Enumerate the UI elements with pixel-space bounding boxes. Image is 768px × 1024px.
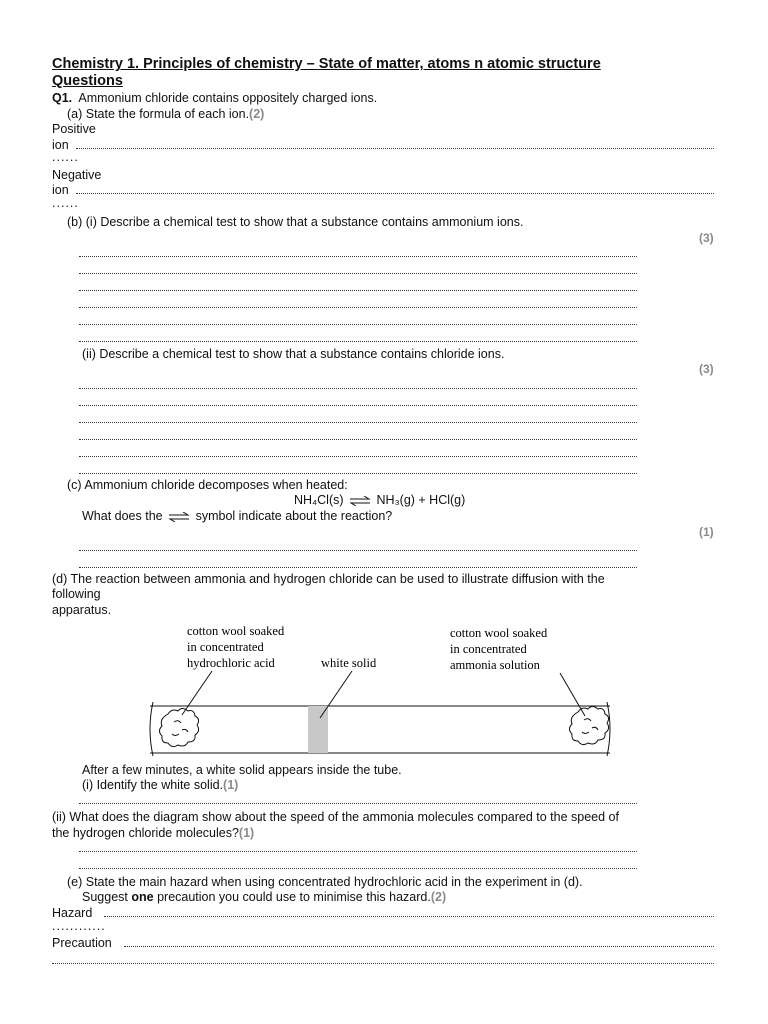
q1d-line1: (d) The reaction between ammonia and hydrogen chloride can be used to illustrate diffusion with the xyxy=(52,572,605,586)
q1a-marks: (2) xyxy=(249,107,265,121)
q1e-marks: (2) xyxy=(430,890,447,904)
answer-line[interactable] xyxy=(79,307,637,308)
q1e-line1: (e) State the main hazard when using concentrated hydrochloric acid in the experiment in (d). xyxy=(67,875,583,889)
hazard-dots-tail: ............ xyxy=(52,919,106,933)
middle-pointer-line xyxy=(320,671,352,718)
q1b-ii-text: (ii) Describe a chemical test to show that a substance contains chloride ions. xyxy=(82,347,505,361)
precaution-answer-line[interactable] xyxy=(124,946,714,947)
q1b-ii-marks: (3) xyxy=(699,362,714,376)
positive-ion-word: ion xyxy=(52,138,69,152)
answer-line[interactable] xyxy=(79,868,637,869)
left-label-line2: in concentrated xyxy=(187,640,264,654)
equilibrium-arrow-icon xyxy=(349,496,371,506)
answer-line[interactable] xyxy=(79,256,637,257)
left-label-line3: hydrochloric acid xyxy=(187,656,275,670)
precaution-label: Precaution xyxy=(52,936,112,950)
right-label-line1: cotton wool soaked xyxy=(450,626,548,640)
answer-line[interactable] xyxy=(79,439,637,440)
q1d-i-text: (i) Identify the white solid.(1) xyxy=(82,778,239,792)
negative-label: Negative xyxy=(52,168,102,182)
middle-label: white solid xyxy=(321,656,377,670)
hazard-label: Hazard xyxy=(52,906,93,920)
right-label-line2: in concentrated xyxy=(450,642,527,656)
q1c-marks: (1) xyxy=(699,525,714,539)
q1d-line2: following xyxy=(52,587,101,601)
q1e-line2: Suggest one precaution you could use to minimise this hazard.(2) xyxy=(82,890,447,904)
answer-line[interactable] xyxy=(79,550,637,551)
q1b-i-text: (b) (i) Describe a chemical test to show that a substance contains ammonium ions. xyxy=(67,215,524,229)
answer-line[interactable] xyxy=(79,324,637,325)
q1b-i-marks: (3) xyxy=(699,231,714,245)
q1c-text: (c) Ammonium chloride decomposes when heated: xyxy=(67,478,348,492)
q1d-line3: apparatus. xyxy=(52,603,112,617)
hazard-answer-line[interactable] xyxy=(104,916,714,917)
positive-ion-answer-line[interactable] xyxy=(76,148,714,149)
answer-line[interactable] xyxy=(79,341,637,342)
q1d-ii-marks: (1) xyxy=(238,826,255,840)
q1-intro: Q1. Ammonium chloride contains oppositely charged ions. xyxy=(52,91,378,105)
white-solid-band xyxy=(308,706,328,753)
answer-line[interactable] xyxy=(79,388,637,389)
precaution-answer-line-2[interactable] xyxy=(52,963,714,964)
q1c-question: What does the symbol indicate about the reaction? xyxy=(82,509,393,523)
q1-label: Q1. xyxy=(52,91,73,105)
q1d-ii-line2: the hydrogen chloride molecules?(1) xyxy=(52,826,255,840)
equilibrium-arrow-icon xyxy=(168,512,190,522)
tube-left-end xyxy=(150,702,153,756)
diffusion-apparatus-diagram xyxy=(140,618,630,763)
page-subtitle: Questions xyxy=(52,73,123,89)
equation: NH₄Cl(s) NH₃(g) + HCl(g) xyxy=(294,493,466,507)
positive-dots-tail: ...... xyxy=(52,150,79,164)
negative-dots-tail: ...... xyxy=(52,196,79,210)
left-cotton-wool xyxy=(160,709,199,747)
right-label-line3: ammonia solution xyxy=(450,658,540,672)
q1d-i-marks: (1) xyxy=(223,778,239,792)
answer-line[interactable] xyxy=(79,456,637,457)
right-pointer-line xyxy=(560,673,585,716)
answer-line[interactable] xyxy=(79,851,637,852)
answer-line[interactable] xyxy=(79,567,637,568)
left-label-line1: cotton wool soaked xyxy=(187,624,285,638)
answer-line[interactable] xyxy=(79,405,637,406)
negative-ion-word: ion xyxy=(52,183,69,197)
q1d-ii-line1: (ii) What does the diagram show about the speed of the ammonia molecules compared to the speed of xyxy=(52,810,619,824)
q1a-text: (a) State the formula of each ion.(2) xyxy=(67,107,265,121)
answer-line[interactable] xyxy=(79,273,637,274)
q1d-after-text: After a few minutes, a white solid appears inside the tube. xyxy=(82,763,402,777)
right-cotton-wool xyxy=(570,707,609,745)
negative-ion-answer-line[interactable] xyxy=(76,193,714,194)
answer-line[interactable] xyxy=(79,422,637,423)
left-pointer-line xyxy=(182,671,212,715)
page-title: Chemistry 1. Principles of chemistry – State of matter, atoms n atomic structure xyxy=(52,56,601,72)
answer-line[interactable] xyxy=(79,803,637,804)
positive-label: Positive xyxy=(52,122,96,136)
answer-line[interactable] xyxy=(79,473,637,474)
answer-line[interactable] xyxy=(79,290,637,291)
